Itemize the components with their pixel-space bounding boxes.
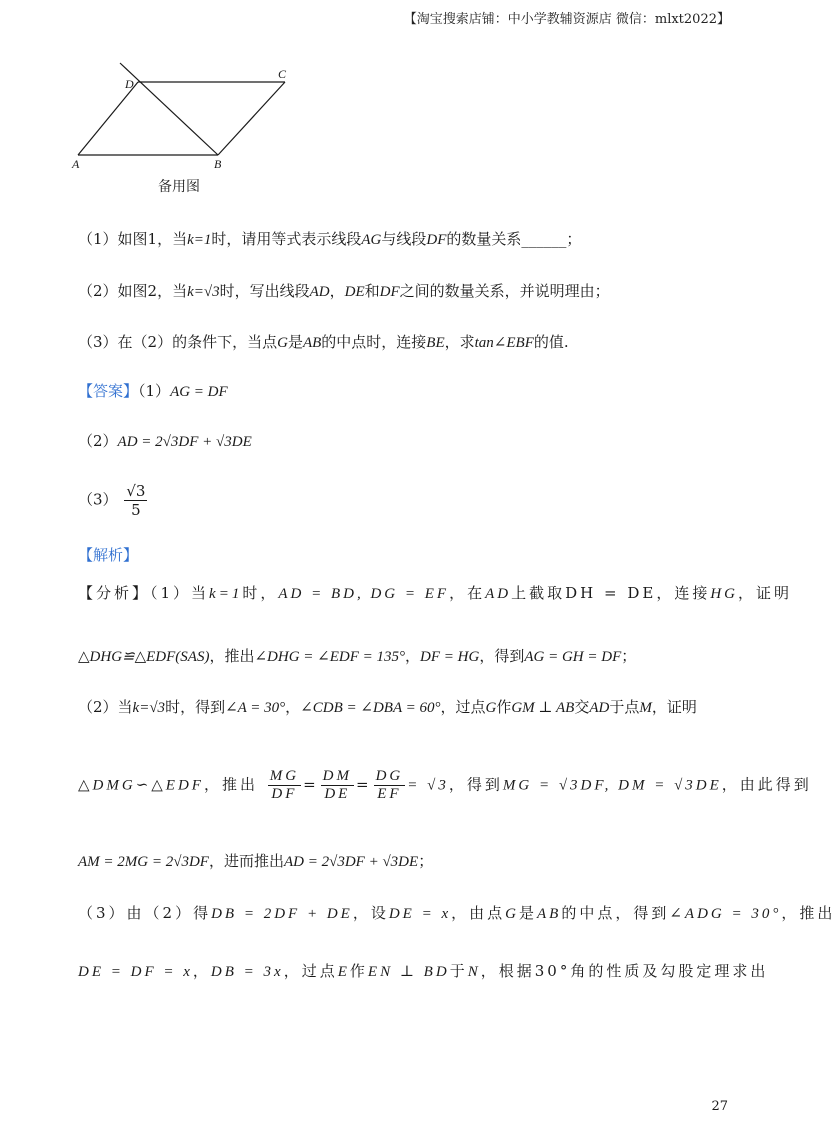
page-number: 27 (711, 1099, 728, 1114)
analysis-line-4: △DMG∽△EDF，推出 $\frac{MG}{DF}$ = $\frac{DM}{DE}$ = $\frac{DG}{EF}$ = √3，得到MG = √3DF, DM = √3DE，由此得到 (78, 768, 812, 802)
analysis-line-6: （3）由（2）得DB = 2DF + DE，设DE = x，由点G是AB的中点，得到∠ADG = 30°，推出 (78, 904, 835, 922)
question-3: （3）在（2）的条件下，当点G是AB的中点时，连接BE，求tan∠EBF的值. (78, 333, 569, 351)
segment-db-extended (120, 63, 218, 155)
answer-3-fraction: $\frac{√3}{5}$ (126, 482, 146, 519)
ratio-dm-de: $\frac{DM}{DE}$ (322, 768, 352, 802)
analysis-label: 【解析】 (78, 546, 139, 564)
analysis-line-7: DE = DF = x，DB = 3x，过点E作EN ⊥ BD于N，根据30°角的性质及勾股定理求出 (78, 962, 769, 980)
question-1: （1）如图1，当k=1时，请用等式表示线段AG与线段DF的数量关系______； (78, 230, 582, 248)
point-label-b: B (214, 157, 222, 171)
answer-2: （2）AD = 2√3DF + √3DE (78, 432, 252, 450)
point-label-c: C (278, 67, 287, 81)
ratio-dg-ef: $\frac{DG}{EF}$ (375, 768, 404, 802)
analysis-line-2: △DHG≌△EDF(SAS)，推出∠DHG = ∠EDF = 135°，DF = HG，得到AG = GH = DF； (78, 647, 637, 665)
answer-3: （3） $\frac{√3}{5}$ (78, 482, 146, 519)
analysis-line-1: 【分析】（1）当k=1时，AD = BD, DG = EF，在AD上截取DH = DE，连接HG，证明 (78, 584, 793, 602)
point-label-d: D (125, 77, 134, 91)
analysis-line-3: （2）当k=√3时，得到∠A = 30°，∠CDB = ∠DBA = 60°，过点G作GM ⊥ AB交AD于点M，证明 (78, 698, 697, 716)
point-label-a: A (72, 157, 80, 171)
segment-bc (218, 82, 285, 155)
figure-caption: 备用图 (158, 179, 200, 195)
parallelogram-figure (70, 60, 300, 180)
ratio-mg-df: $\frac{MG}{DF}$ (269, 768, 300, 802)
question-2: （2）如图2，当k=√3时，写出线段AD，DE和DF之间的数量关系，并说明理由； (78, 282, 610, 300)
shop-header: 【淘宝搜索店铺：中小学教辅资源店 微信：mlxt2022】 (403, 12, 730, 27)
analysis-line-5: AM = 2MG = 2√3DF，进而推出AD = 2√3DF + √3DE； (78, 852, 434, 870)
segment-ad (78, 82, 138, 155)
answer-label: 【答案】 (78, 382, 139, 400)
answer-1: 【答案】（1）AG = DF (78, 382, 228, 400)
